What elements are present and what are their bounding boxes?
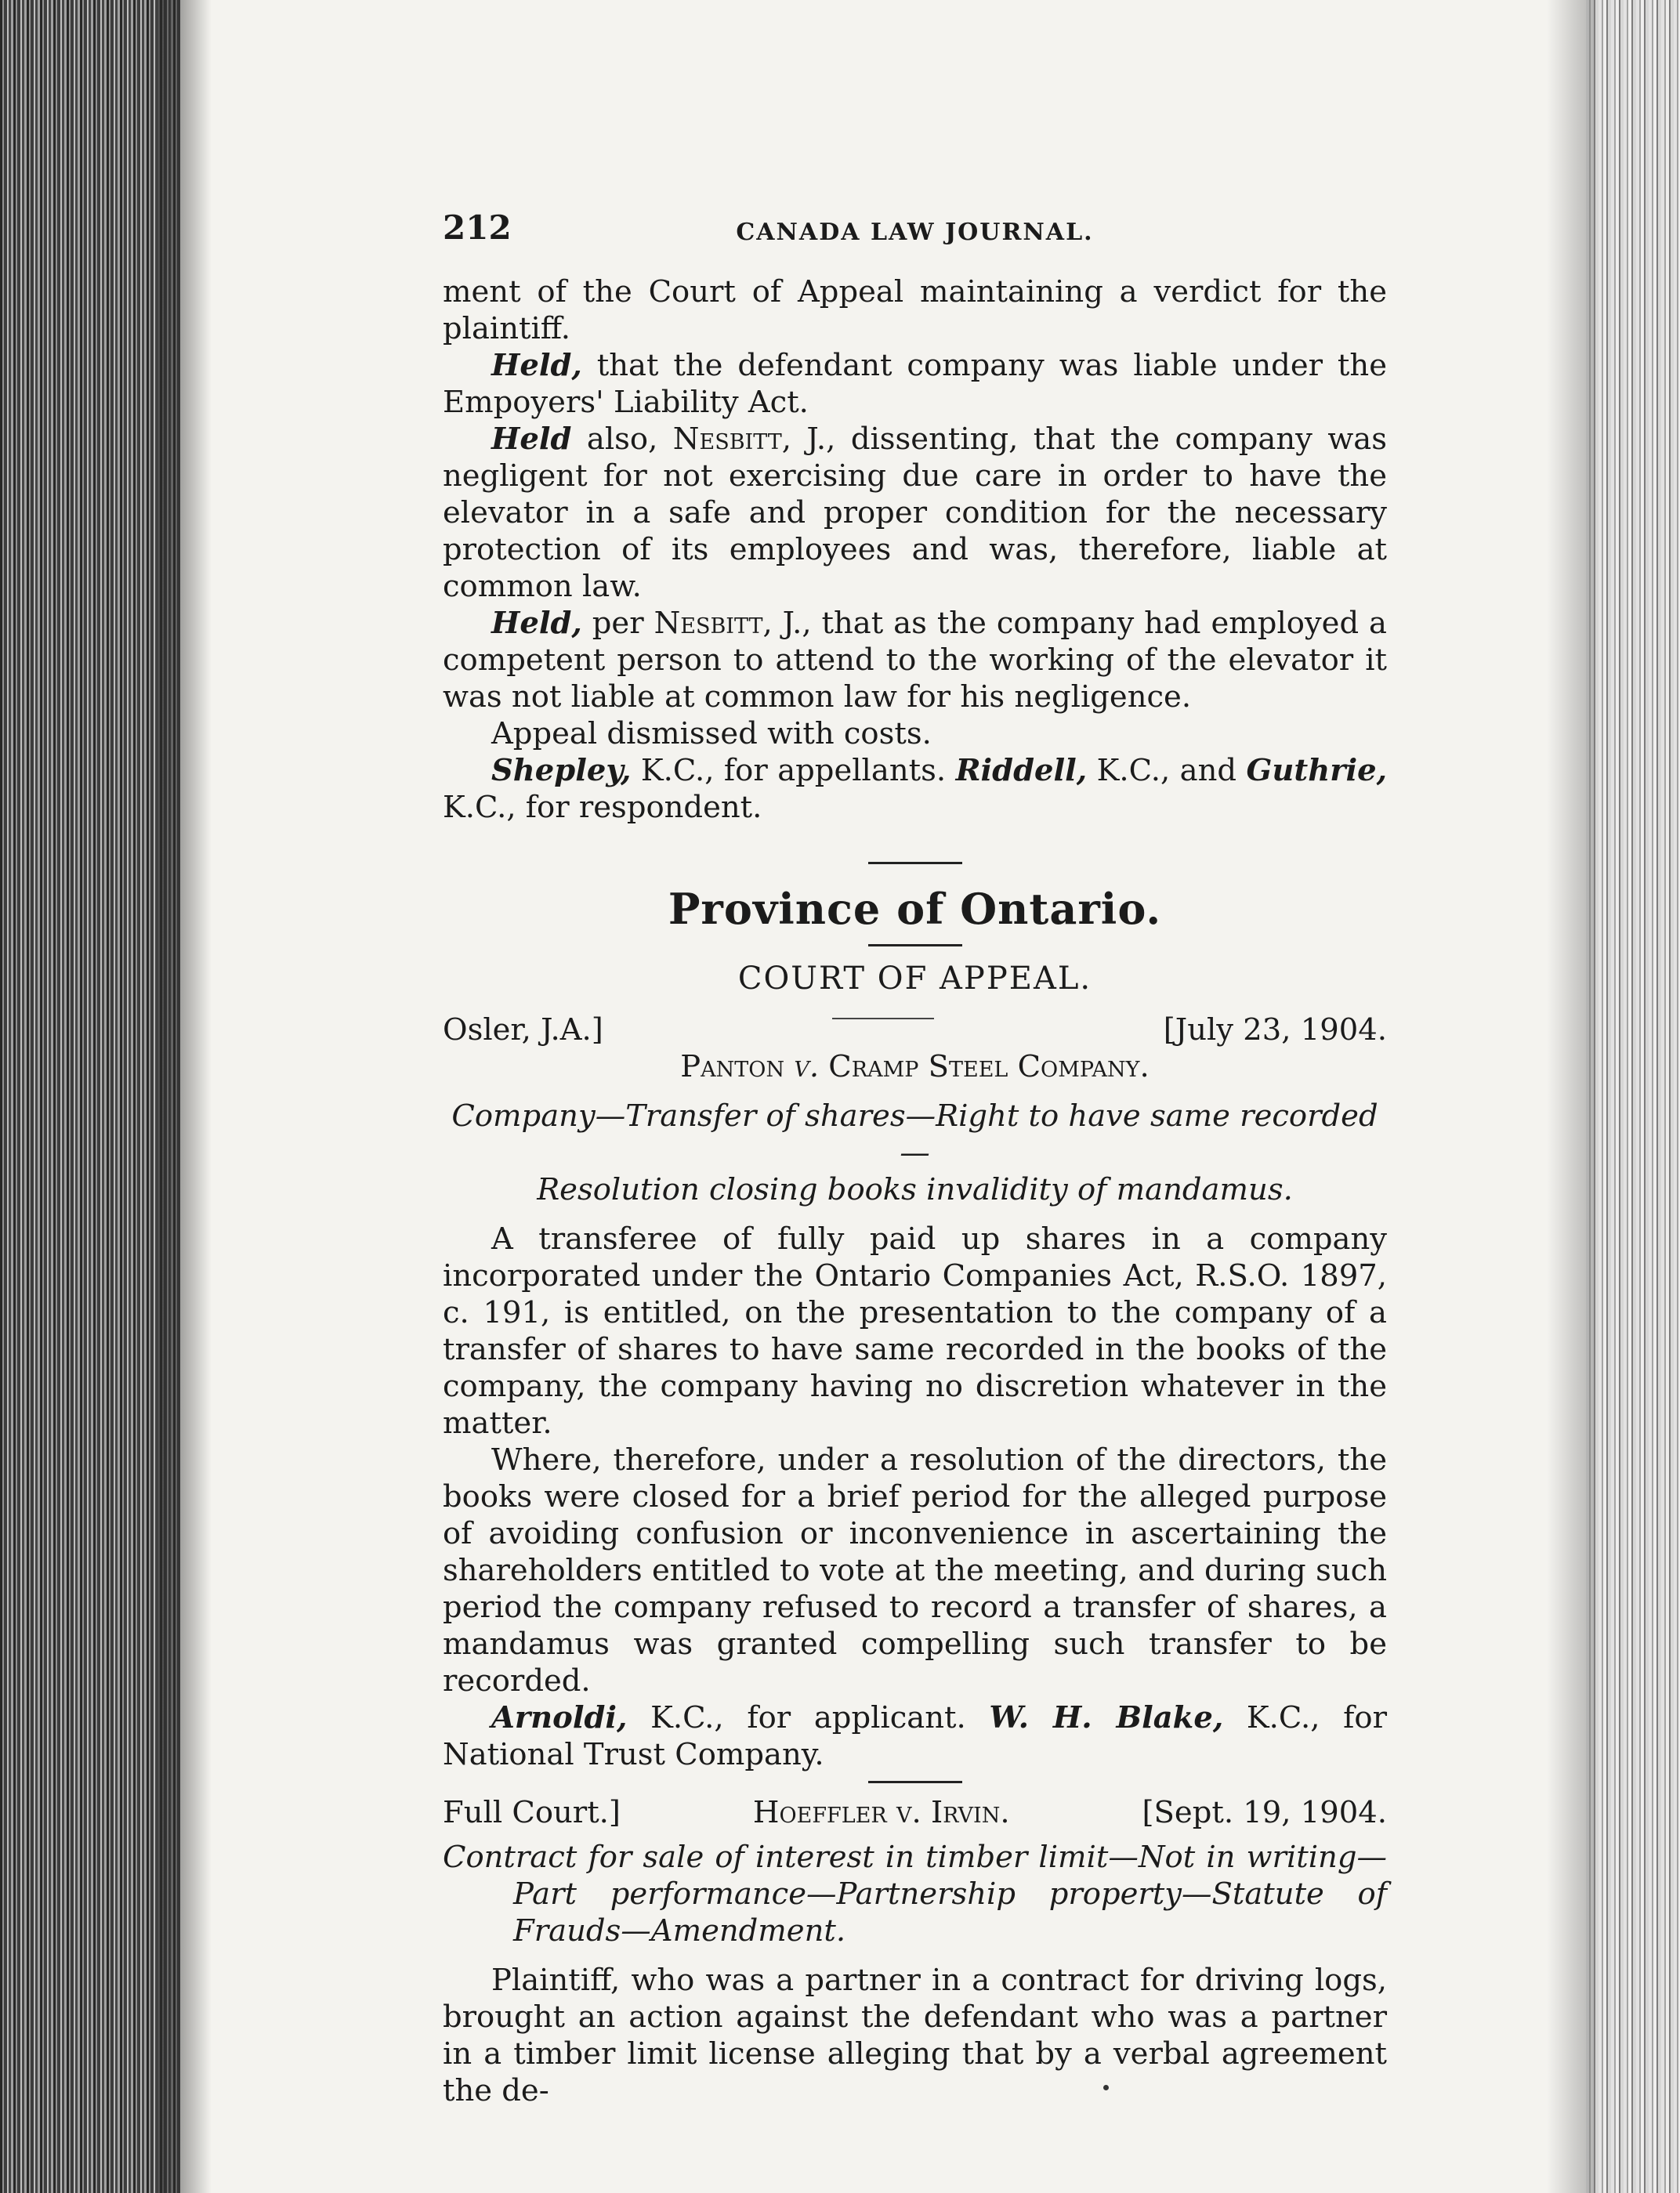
journal-title: CANADA LAW JOURNAL.	[736, 219, 1094, 246]
headnote: Contract for sale of interest in timber limit—Not in writing—Part performance—Partnership property—Statute of Frauds—Amendment.	[443, 1840, 1387, 1949]
divider	[832, 1018, 934, 1019]
paragraph: A transferee of fully paid up shares in a company incorporated under the Ontario Companies Act, R.S.O. 1897, c. 191, is entitled, on the presentation to the company of a transfer of shares to have same recorded in the books of the company, the company having no discretion whatever in the matter.	[443, 1221, 1387, 1441]
case-court: Full Court.]	[443, 1795, 621, 1830]
case-judge: Osler, J.A.]	[443, 1012, 603, 1048]
paragraph: Held also, Nesbitt, J., dissenting, that the company was negligent for not exercising due care in order to have the elevator in a safe and proper condition for the necessary protection of its employees and was, therefore, liable at common law.	[443, 422, 1387, 604]
paragraph: Appeal dismissed with costs.	[491, 716, 932, 751]
case-header	[443, 1011, 1387, 1048]
page-content	[443, 200, 1387, 2109]
paragraph: Plaintiff, who was a partner in a contract for driving logs, brought an action against the defendant who was a partner in a timber limit license alleging that by a verbal agreement the de-	[443, 1963, 1387, 2108]
scan-speck	[1103, 2085, 1109, 2090]
paragraph: Where, therefore, under a resolution of the directors, the books were closed for a brief period for the alleged purpose of avoiding confusion or inconvenience in ascertaining the shareholders entitled to vote at the meeting, and during such period the company refused to record a transfer of shares, a mandamus was granted compelling such transfer to be recorded.	[443, 1442, 1387, 1699]
case-title: Hoeffler v. Irvin.	[752, 1795, 1010, 1830]
paragraph: Held, per Nesbitt, J., that as the company had employed a competent person to attend to the working of the elevator it was not liable at common law for his negligence.	[443, 606, 1388, 715]
case-header	[443, 1794, 1387, 1831]
scan-right-edge	[1586, 0, 1680, 2193]
counsel-line: Arnoldi, K.C., for applicant. W. H. Blake, K.C., for National Trust Company.	[443, 1700, 1387, 1772]
running-header	[443, 209, 1387, 248]
paragraph: Held, that the defendant company was liable under the Empoyers' Liability Act.	[443, 348, 1387, 420]
page-number: 212	[443, 208, 512, 247]
counsel-line: Shepley, K.C., for appellants. Riddell, K.C., and Guthrie, K.C., for respondent.	[443, 753, 1388, 825]
court-heading: COURT OF APPEAL.	[737, 961, 1092, 997]
province-heading: Province of Ontario.	[668, 884, 1162, 934]
scan-right-shadow	[1547, 0, 1594, 2193]
case-date: [Sept. 19, 1904.	[1142, 1795, 1387, 1830]
case-date: [July 23, 1904.	[1163, 1012, 1387, 1048]
headnote: Company—Transfer of shares—Right to have same recorded— Resolution closing books invalidity of mandamus.	[451, 1098, 1378, 1207]
scan-spine-edge	[0, 0, 180, 2193]
case-title: Panton v. Cramp Steel Company.	[680, 1049, 1150, 1084]
paragraph: ment of the Court of Appeal maintaining a verdict for the plaintiff.	[443, 274, 1387, 346]
scan-spine-shadow	[157, 0, 212, 2193]
